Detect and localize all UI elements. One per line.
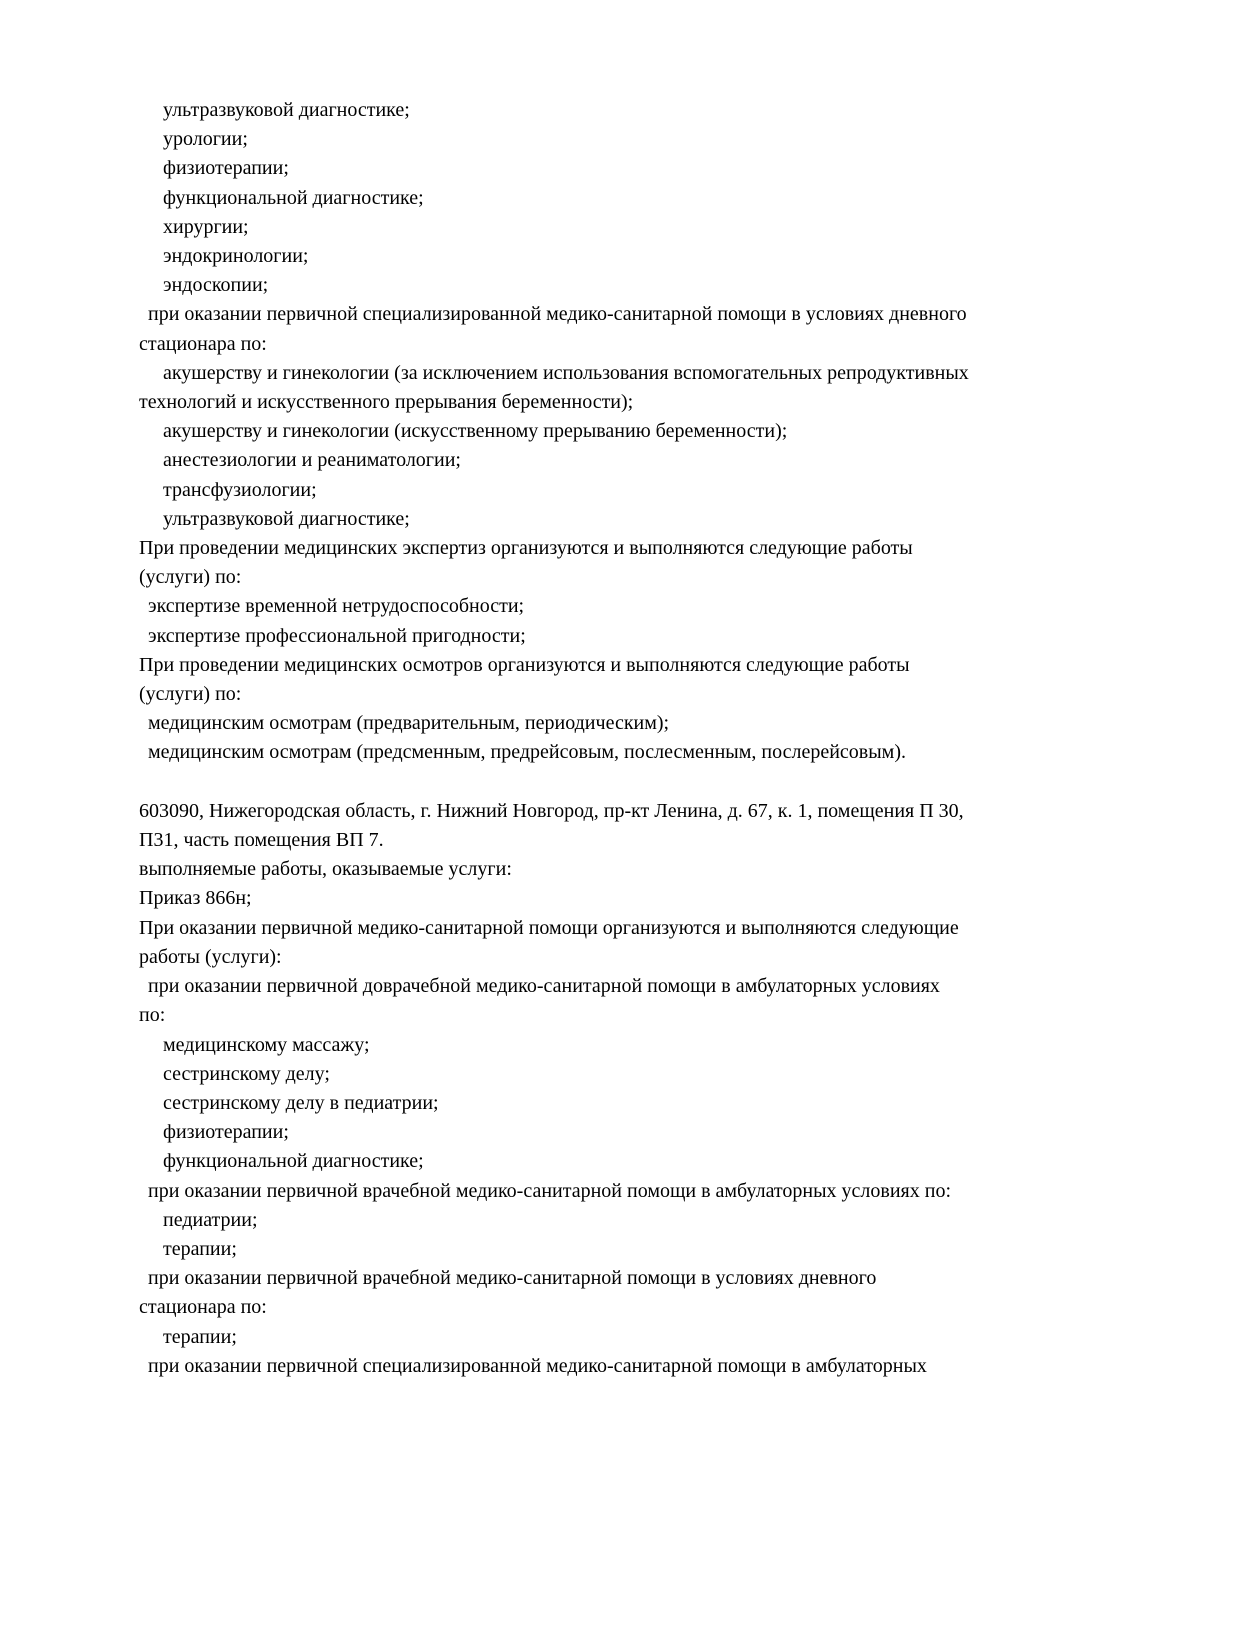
text-line: медицинским осмотрам (предварительным, периодическим); [148,712,670,735]
text-line: педиатрии; [163,1208,258,1231]
text-line: по: [139,1004,166,1027]
text-line: медицинскому массажу; [163,1033,370,1056]
text-line: урологии; [163,128,248,151]
document-body [139,96,1199,1381]
text-line: при оказании первичной доврачебной медико-санитарной помощи в амбулаторных условиях [148,975,940,998]
text-line: функциональной диагностике; [163,186,424,209]
text-line: хирургии; [163,215,249,238]
text-line: При проведении медицинских экспертиз организуются и выполняются следующие работы [139,537,913,560]
text-line: работы (услуги): [139,945,282,968]
text-line: трансфузиологии; [163,478,317,501]
text-line: ультразвуковой диагностике; [163,99,410,121]
text-line: экспертизе временной нетрудоспособности; [148,595,525,618]
text-line: физиотерапии; [163,157,289,180]
text-line: при оказании первичной врачебной медико-санитарной помощи в амбулаторных условиях по: [148,1179,952,1202]
text-line: терапии; [163,1237,237,1260]
text-line: стационара по: [139,332,267,355]
text-line: ультразвуковой диагностике; [163,507,410,530]
text-line: П31, часть помещения ВП 7. [139,829,384,852]
text-line: (услуги) по: [139,566,242,589]
text-line: функциональной диагностике; [163,1150,424,1173]
text-line: При оказании первичной медико-санитарной помощи организуются и выполняются следующие [139,916,959,939]
text-line: акушерству и гинекологии (искусственному прерыванию беременности); [163,420,788,443]
text-line: выполняемые работы, оказываемые услуги: [139,858,512,881]
text-line: технологий и искусственного прерывания беременности); [139,391,634,414]
text-line: 603090, Нижегородская область, г. Нижний Новгород, пр-кт Ленина, д. 67, к. 1, помещения П 30, [139,799,964,822]
text-line: стационара по: [139,1296,267,1319]
text-line: при оказании первичной врачебной медико-санитарной помощи в условиях дневного [148,1267,877,1290]
text-line: терапии; [163,1325,237,1348]
text-line: сестринскому делу в педиатрии; [163,1091,439,1114]
text-line: физиотерапии; [163,1121,289,1144]
text-line: эндокринологии; [163,245,309,268]
text-line: экспертизе профессиональной пригодности; [148,624,526,647]
text-line: эндоскопии; [163,274,269,297]
text-line: при оказании первичной специализированной медико-санитарной помощи в условиях дневного [148,303,967,326]
blank-line [139,768,1199,797]
text-line: анестезиологии и реаниматологии; [163,449,461,472]
text-line: Приказ 866н; [139,887,252,910]
text-line: медицинским осмотрам (предсменным, предрейсовым, послесменным, послерейсовым). [148,741,906,764]
text-line: при оказании первичной специализированной медико-санитарной помощи в амбулаторных [148,1354,927,1377]
text-line: сестринскому делу; [163,1062,330,1085]
text-line: При проведении медицинских осмотров организуются и выполняются следующие работы [139,653,910,676]
text-line: акушерству и гинекологии (за исключением использования вспомогательных репродуктивных [163,361,969,384]
text-line: (услуги) по: [139,683,242,706]
